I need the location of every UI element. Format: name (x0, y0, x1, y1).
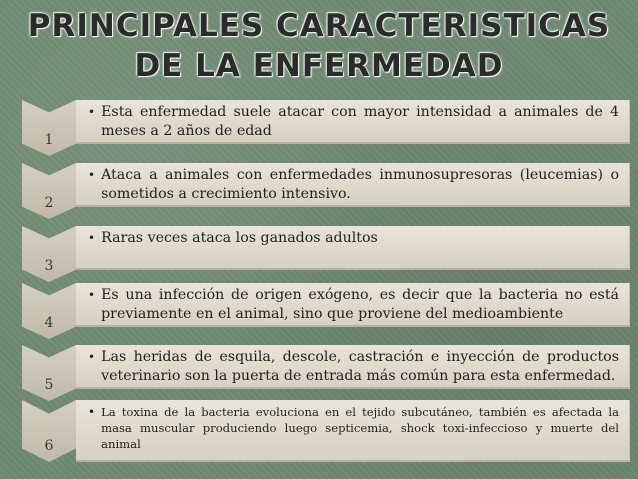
item-text-box (76, 226, 630, 270)
bullet-icon: • (88, 350, 96, 364)
bullet-icon: • (88, 288, 96, 302)
list-item-1 (0, 100, 638, 156)
bullet-icon: • (88, 405, 96, 419)
item-number: 1 (44, 132, 54, 148)
item-text: Ataca a animales con enfermedades inmunosupresoras (leucemias) o sometidos a crecimiento intensivo. (101, 167, 619, 202)
title-line-2: DE LA ENFERMEDAD (134, 48, 504, 84)
slide-title (0, 6, 638, 86)
bullet-icon: • (88, 231, 96, 245)
item-text: Esta enfermedad suele atacar con mayor intensidad a animales de 4 meses a 2 años de edad (101, 104, 619, 139)
list-item-2 (0, 163, 638, 219)
list-item-3 (0, 226, 638, 282)
item-text-box (76, 100, 630, 144)
item-text-box (76, 283, 630, 327)
item-text: Las heridas de esquila, descole, castración e inyección de productos veterinario son la puerta de entrada más común para esta enfermedad. (101, 349, 619, 384)
item-text-box (76, 163, 630, 207)
item-text-box (76, 345, 630, 389)
list-item-4 (0, 283, 638, 339)
item-number: 2 (44, 195, 54, 211)
list-item-5 (0, 345, 638, 401)
item-text: La toxina de la bacteria evoluciona en el tejido subcutáneo, también es afectada la masa muscular produciendo luego septicemia, shock toxi-infeccioso y muerte del animal (101, 405, 619, 451)
bullet-icon: • (88, 168, 96, 182)
item-text: Raras veces ataca los ganados adultos (101, 230, 378, 246)
title-line-1: PRINCIPALES CARACTERISTICAS (27, 8, 611, 44)
item-text: Es una infección de origen exógeno, es decir que la bacteria no está previamente en el animal, sino que proviene del medioambiente (101, 287, 619, 322)
bullet-icon: • (88, 105, 96, 119)
item-text-box (76, 400, 630, 462)
item-number: 6 (44, 438, 54, 454)
item-number: 5 (44, 377, 54, 393)
item-number: 4 (44, 315, 54, 331)
list-item-6 (0, 400, 638, 462)
item-number: 3 (44, 258, 54, 274)
